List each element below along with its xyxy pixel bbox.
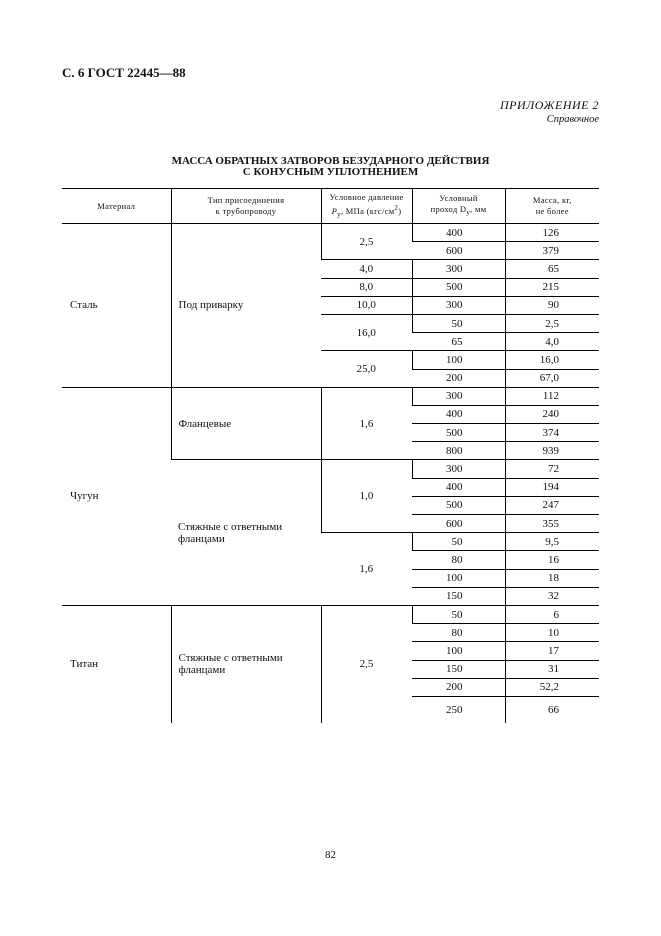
diameter-cell: 100: [412, 569, 505, 587]
appendix-subtitle: Справочное: [546, 114, 599, 125]
diameter-cell: 50: [412, 605, 505, 623]
pressure-cell: 10,0: [321, 296, 412, 314]
diameter-cell: 400: [412, 224, 505, 242]
diameter-cell: 300: [412, 460, 505, 478]
diameter-cell: 150: [412, 587, 505, 605]
diameter-cell: 50: [412, 314, 505, 332]
table-title: [62, 156, 599, 178]
mass-cell: 194: [505, 478, 599, 496]
col-header-mass: Масса, кг, не более: [505, 189, 599, 224]
mass-cell: 939: [505, 442, 599, 460]
pressure-cell: 1,6: [321, 533, 412, 606]
material-cell: Чугун: [62, 387, 171, 605]
col-header-pressure: Условное давление $P_y$, МПа $(кгс/см^2)$: [321, 189, 412, 224]
diameter-cell: 300: [412, 260, 505, 278]
mass-table: [62, 188, 599, 723]
mass-cell: 65: [505, 260, 599, 278]
diameter-cell: 100: [412, 351, 505, 369]
mass-cell: 126: [505, 224, 599, 242]
material-cell: Титан: [70, 658, 99, 671]
connection-type-cell: Под приварку: [171, 224, 321, 388]
mass-cell: 66: [505, 696, 599, 723]
diameter-cell: 50: [412, 533, 505, 551]
mass-cell: 240: [505, 405, 599, 423]
pressure-cell: 4,0: [321, 260, 412, 278]
diameter-cell: 300: [412, 387, 505, 405]
page-number: 82: [325, 849, 336, 861]
appendix-title: ПРИЛОЖЕНИЕ 2: [500, 98, 599, 112]
diameter-cell: 200: [412, 369, 505, 387]
diameter-cell: 400: [412, 478, 505, 496]
diameter-cell: 80: [412, 551, 505, 569]
mass-cell: 379: [505, 242, 599, 260]
diameter-cell: 400: [412, 405, 505, 423]
pressure-cell: 1,0: [321, 460, 412, 533]
diameter-cell: 800: [412, 442, 505, 460]
table-title-line-1: МАССА ОБРАТНЫХ ЗАТВОРОВ БЕЗУДАРНОГО ДЕЙСТВИЯ: [171, 155, 490, 167]
mass-cell: 72: [505, 460, 599, 478]
pressure-cell: 16,0: [321, 314, 412, 350]
col-header-material: Материал: [62, 189, 171, 224]
appendix-label: [500, 98, 599, 125]
mass-cell: 10: [505, 624, 599, 642]
diameter-cell: 500: [412, 424, 505, 442]
diameter-cell: 150: [412, 660, 505, 678]
diameter-cell: 600: [412, 515, 505, 533]
mass-cell: 9,5: [505, 533, 599, 551]
pressure-cell: 2,5: [321, 605, 412, 722]
pressure-cell: 25,0: [321, 351, 412, 387]
mass-cell: 112: [505, 387, 599, 405]
mass-cell: 374: [505, 424, 599, 442]
mass-cell: 67,0: [505, 369, 599, 387]
diameter-cell: 200: [412, 678, 505, 696]
mass-cell: 247: [505, 496, 599, 514]
diameter-cell: 65: [412, 333, 505, 351]
mass-cell: 355: [505, 515, 599, 533]
pressure-cell: 1,6: [321, 387, 412, 460]
connection-type-cell: Стяжные с ответными фланцами: [171, 460, 321, 606]
table-title-line-2: С КОНУСНЫМ УПЛОТНЕНИЕМ: [242, 166, 419, 178]
table-row: [62, 605, 599, 623]
mass-cell: 16: [505, 551, 599, 569]
mass-cell: 32: [505, 587, 599, 605]
table-row: [62, 224, 599, 242]
mass-cell: 6: [505, 605, 599, 623]
mass-cell: 4,0: [505, 333, 599, 351]
pressure-cell: 2,5: [321, 224, 412, 260]
mass-cell: 90: [505, 296, 599, 314]
diameter-cell: 100: [412, 642, 505, 660]
diameter-cell: 250: [446, 703, 463, 716]
diameter-cell: 500: [412, 496, 505, 514]
mass-cell: 215: [505, 278, 599, 296]
material-cell: Сталь: [62, 224, 171, 388]
col-header-connection-type: Тип присоединения к трубопроводу: [171, 189, 321, 224]
mass-cell: 52,2: [505, 678, 599, 696]
diameter-cell: 500: [412, 278, 505, 296]
mass-cell: 31: [505, 660, 599, 678]
mass-cell: 18: [505, 569, 599, 587]
connection-type-cell: Фланцевые: [171, 387, 321, 460]
diameter-cell: 300: [412, 296, 505, 314]
pressure-cell: 8,0: [321, 278, 412, 296]
document-header: С. 6 ГОСТ 22445—88: [62, 65, 186, 80]
col-header-diameter: Условный проход $D_y$, мм: [412, 189, 505, 224]
diameter-cell: 600: [412, 242, 505, 260]
table-row: [62, 387, 599, 405]
mass-cell: 2,5: [505, 314, 599, 332]
mass-cell: 17: [505, 642, 599, 660]
table-header-row: [62, 189, 599, 224]
connection-type-cell: Стяжные с ответными фланцами: [171, 605, 321, 722]
mass-cell: 16,0: [505, 351, 599, 369]
diameter-cell: 80: [412, 624, 505, 642]
